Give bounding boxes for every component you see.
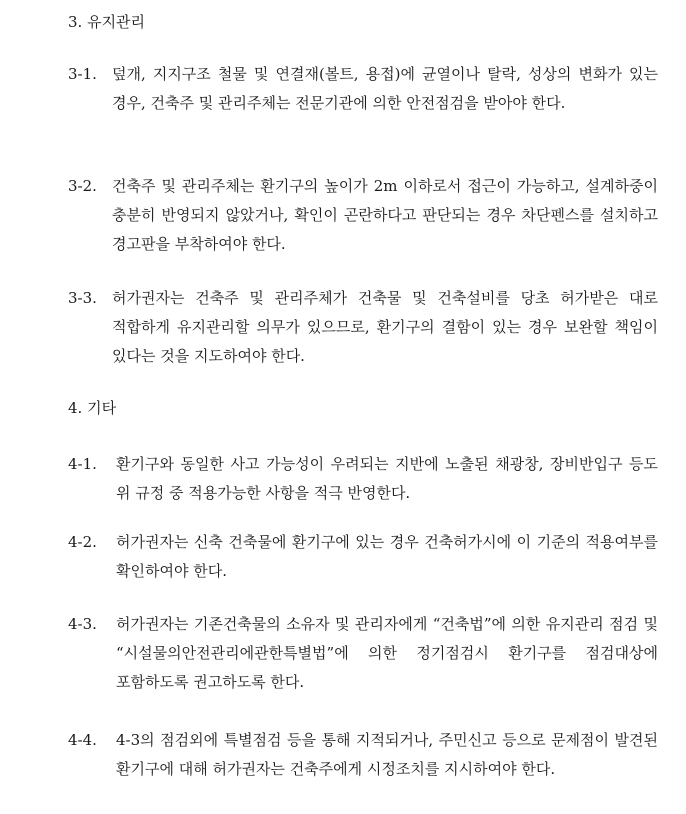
- clause-3-2: [68, 172, 658, 259]
- clause-4-3: [68, 610, 658, 697]
- section-heading-maintenance: 3. 유지관리: [68, 13, 146, 31]
- clause-3-3: [68, 284, 658, 371]
- clause-text: 4-3의 점검외에 특별점검 등을 통해 지적되거나, 주민신고 등으로 문제점이 발견된 환기구에 대해 허가권자는 건축주에게 시정조치를 지시하여야 한다.: [116, 731, 658, 778]
- clause-text: 허가권자는 신축 건축물에 환기구에 있는 경우 건축허가시에 이 기준의 적용여부를 확인하여야 한다.: [116, 533, 658, 580]
- clause-number: 4-2.: [68, 533, 97, 551]
- clause-number: 4-3.: [68, 615, 97, 633]
- clause-text: 허가권자는 기존건축물의 소유자 및 관리자에게 “건축법”에 의한 유지관리 점검 및 “시설물의안전관리에관한특별법”에 의한 정기점검시 환기구를 점검대상에 포함하도록 권고하도록 한다.: [116, 615, 658, 691]
- clause-text: 덮개, 지지구조 철물 및 연결재(볼트, 용접)에 균열이나 탈락, 성상의 변화가 있는 경우, 건축주 및 관리주체는 전문기관에 의한 안전점검을 받아야 한다.: [112, 65, 658, 112]
- clause-4-4: [68, 726, 658, 784]
- clause-number: 3-3.: [68, 289, 97, 307]
- clause-3-1: [68, 60, 658, 118]
- section-heading-etc: 4. 기타: [68, 399, 117, 417]
- clause-number: 3-2.: [68, 177, 97, 195]
- clause-number: 4-4.: [68, 731, 97, 749]
- clause-number: 4-1.: [68, 455, 97, 473]
- clause-text: 건축주 및 관리주체는 환기구의 높이가 2m 이하로서 접근이 가능하고, 설계하중이 충분히 반영되지 않았거나, 확인이 곤란하다고 판단되는 경우 차단펜스를 설치하고 경고판을 부착하여야 한다.: [112, 177, 658, 253]
- clause-text: 허가권자는 건축주 및 관리주체가 건축물 및 건축설비를 당초 허가받은 대로 적합하게 유지관리할 의무가 있으므로, 환기구의 결함이 있는 경우 보완할 책임이 있다는 것을 지도하여야 한다.: [112, 289, 658, 365]
- clause-4-2: [68, 528, 658, 586]
- clause-4-1: [68, 450, 658, 508]
- clause-text: 환기구와 동일한 사고 가능성이 우려되는 지반에 노출된 채광창, 장비반입구 등도 위 규정 중 적용가능한 사항을 적극 반영한다.: [116, 455, 658, 502]
- clause-number: 3-1.: [68, 65, 97, 83]
